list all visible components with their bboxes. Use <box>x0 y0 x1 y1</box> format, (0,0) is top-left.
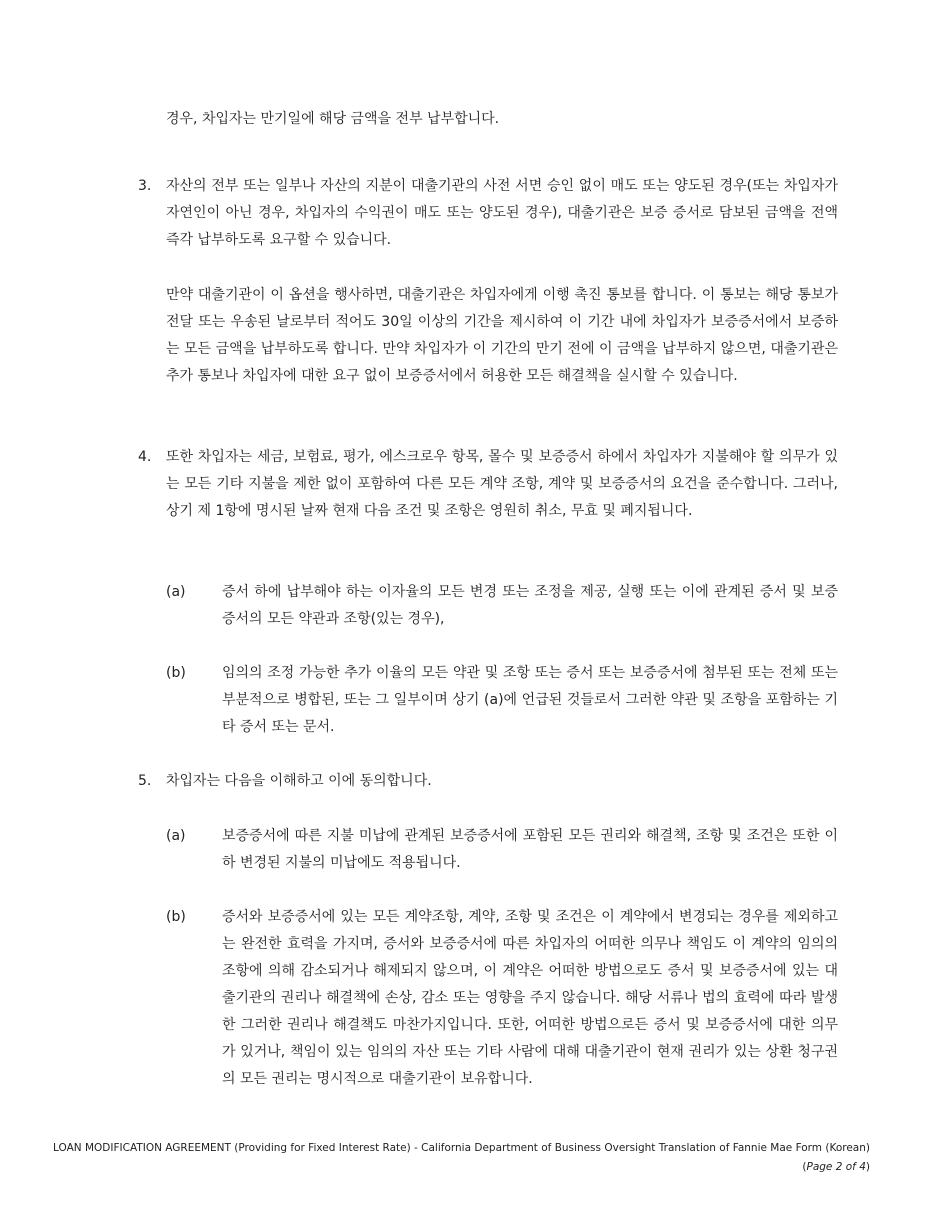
item-4b-text: 임의의 조정 가능한 추가 이율의 모든 약관 및 조항 또는 증서 또는 보증증서에 첨부된 또는 전체 또는 부분적으로 병합된, 또는 그 일부이며 상기 (a)에 언급된 것들로서 그러한 약관 및 조항을 포함하는 기타 증서 또는 문서. <box>222 665 838 735</box>
item-4a-label: (a) <box>166 584 186 600</box>
intro-paragraph: 경우, 차입자는 만기일에 해당 금액을 전부 납부합니다. <box>166 111 500 127</box>
item-5a-label: (a) <box>166 828 186 844</box>
page-number-text: Page 2 of 4 <box>806 1161 866 1173</box>
item-5b-label: (b) <box>166 909 186 925</box>
footer-form-title: LOAN MODIFICATION AGREEMENT (Providing for Fixed Interest Rate) - California Department of Business Oversight Translation of Fannie Mae Form (Korean) <box>53 1142 870 1154</box>
item-4-text: 또한 차입자는 세금, 보험료, 평가, 에스크로우 항목, 몰수 및 보증증서 하에서 차입자가 지불해야 할 의무가 있는 모든 기타 지불을 제한 없이 포함하여 다른 모든 계약 조항, 계약 및 보증증서의 요건을 준수합니다. 그러나, 상기 제 1항에 명시된 날짜 현재 다음 조건 및 조항은 영원히 취소, 무효 및 폐지됩니다. <box>166 449 838 519</box>
item-5-number: 5. <box>138 773 152 789</box>
item-3-text: 자산의 전부 또는 일부나 자산의 지분이 대출기관의 사전 서면 승인 없이 매도 또는 양도된 경우(또는 차입자가 자연인이 아닌 경우, 차입자의 수익권이 매도 또는 양도된 경우), 대출기관은 보증 증서로 담보된 금액을 전액 즉각 납부하도록 요구할 수 있습니다. <box>166 178 838 248</box>
item-5b-text: 증서와 보증증서에 있는 모든 계약조항, 계약, 조항 및 조건은 이 계약에서 변경되는 경우를 제외하고는 완전한 효력을 가지며, 증서와 보증증서에 따른 차입자의 어떠한 의무나 책임도 이 계약의 임의의 조항에 의해 감소되거나 해제되지 않으며, 이 계약은 어떠한 방법으로도 증서 및 보증증서에 있는 대출기관의 권리나 해결책에 손상, 감소 또는 영향을 주지 않습니다. 해당 서류나 법의 효력에 따라 발생한 그러한 권리나 해결책도 마찬가지입니다. 또한, 어떠한 방법으로든 증서 및 보증증서에 대한 의무가 있거나, 책임이 있는 임의의 자산 또는 기타 사람에 대해 대출기관이 현재 권리가 있는 상환 청구권의 모든 권리는 명시적으로 대출기관이 보유합니다. <box>222 909 838 1087</box>
item-4b-label: (b) <box>166 665 186 681</box>
page-footer <box>50 1139 870 1177</box>
item-3-text-continued: 만약 대출기관이 이 옵션을 행사하면, 대출기관은 차입자에게 이행 촉진 통보를 합니다. 이 통보는 해당 통보가 전달 또는 우송된 날로부터 적어도 30일 이상의 기간을 제시하여 이 기간 내에 차입자가 보증증서에서 보증하는 모든 금액을 납부하도록 합니다. 만약 차입자가 이 기간의 만기 전에 이 금액을 납부하지 않으면, 대출기관은 추가 통보나 차입자에 대한 요구 없이 보증증서에서 허용한 모든 해결책을 실시할 수 있습니다. <box>166 287 838 384</box>
item-4a-text: 증서 하에 납부해야 하는 이자율의 모든 변경 또는 조정을 제공, 실행 또는 이에 관계된 증서 및 보증증서의 모든 약관과 조항(있는 경우), <box>222 584 838 627</box>
item-4-number: 4. <box>138 449 152 465</box>
item-5a-text: 보증증서에 따른 지불 미납에 관계된 보증증서에 포함된 모든 권리와 해결책, 조항 및 조건은 또한 이하 변경된 지불의 미납에도 적용됩니다. <box>222 828 838 871</box>
item-3-number: 3. <box>138 178 152 194</box>
item-5-text: 차입자는 다음을 이해하고 이에 동의합니다. <box>166 773 432 789</box>
footer-page-number: (Page 2 of 4) <box>802 1161 870 1173</box>
